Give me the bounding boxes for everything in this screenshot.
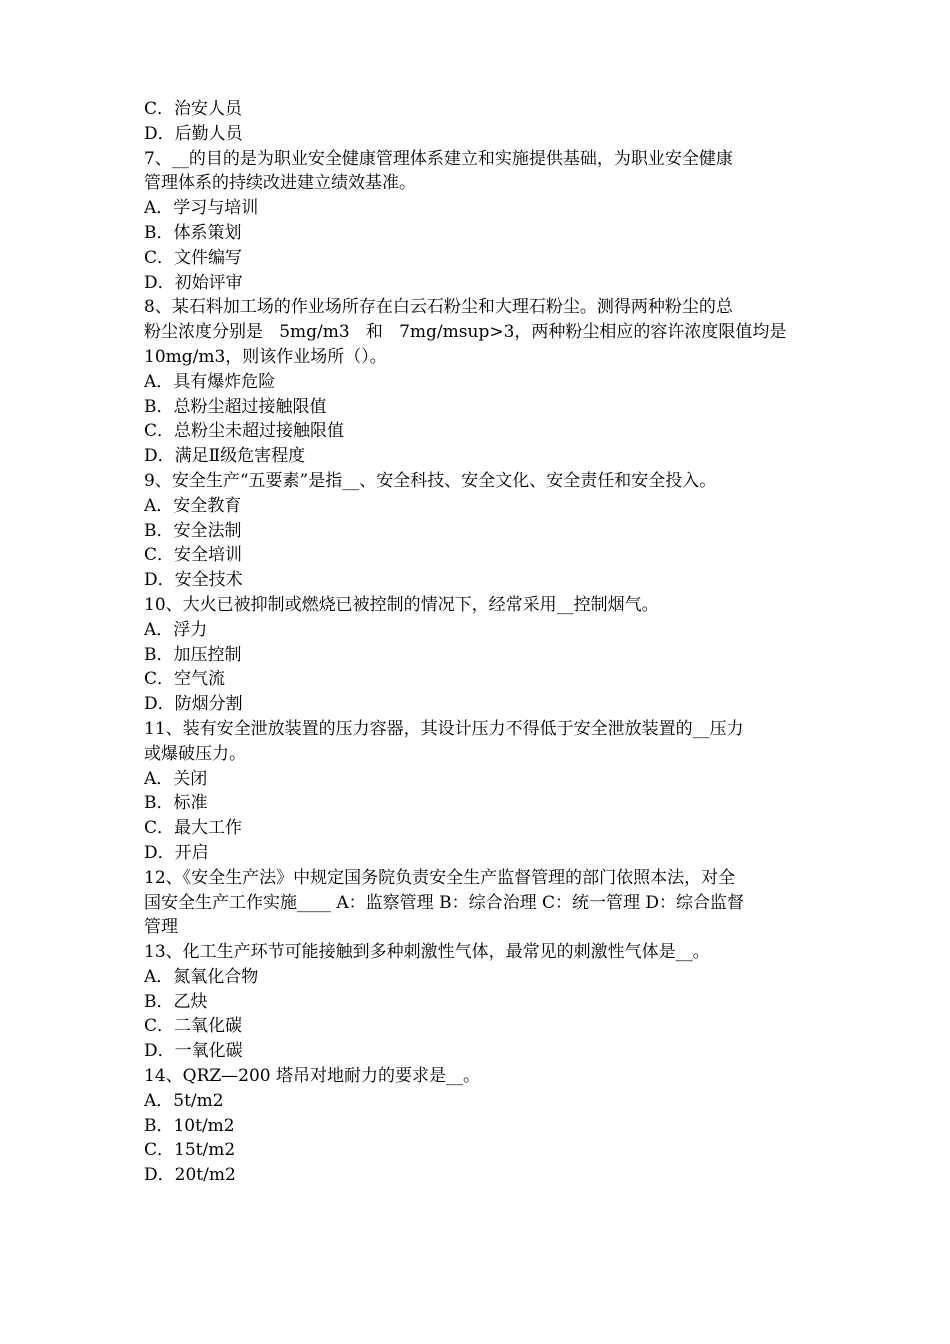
option-c-q7: C．文件编写 [144,247,243,268]
question-11-line-2: 或爆破压力。 [144,743,246,764]
option-b-q14: B．10t/m2 [144,1115,235,1136]
option-c-q9: C．安全培训 [144,545,243,566]
option-a-q7: A．学习与培训 [144,198,259,219]
option-d-q6: D．后勤人员 [144,123,243,144]
question-8-line-1: 8、某石料加工场的作业场所存在白云石粉尘和大理石粉尘。测得两种粉尘的总 [144,297,733,318]
question-12-line-2: 国安全生产工作实施____ A：监察管理 B：综合治理 C：统一管理 D：综合监督 [144,892,745,913]
option-a-q10: A．浮力 [144,619,208,640]
document-page [144,97,808,1188]
option-d-q13: D．一氧化碳 [144,1041,243,1062]
question-8-line-2: 粉尘浓度分别是 5mg/m3 和 7mg/msup>3，两种粉尘相应的容许浓度限值均是 [144,322,787,343]
option-c-q13: C．二氧化碳 [144,1016,243,1037]
option-c-q8: C．总粉尘未超过接触限值 [144,421,345,442]
option-c-q6: C．治安人员 [144,99,243,119]
option-d-q10: D．防烟分割 [144,694,243,715]
option-b-q11: B．标准 [144,793,208,814]
question-7-line-2: 管理体系的持续改进建立绩效基准。 [144,173,416,194]
option-a-q9: A．安全教育 [144,495,242,516]
option-d-q7: D．初始评审 [144,272,243,293]
question-9: 9、安全生产“五要素”是指__、安全科技、安全文化、安全责任和安全投入。 [144,470,717,491]
option-b-q8: B．总粉尘超过接触限值 [144,396,327,417]
option-d-q11: D．开启 [144,842,209,863]
option-d-q8: D．满足Ⅱ级危害程度 [144,446,306,467]
option-d-q9: D．安全技术 [144,570,243,591]
question-12-line-1: 12、《安全生产法》中规定国务院负责安全生产监督管理的部门依照本法，对全 [144,867,736,888]
question-7-line-1: 7、__的目的是为职业安全健康管理体系建立和实施提供基础，为职业安全健康 [144,148,733,169]
option-a-q14: A．5t/m2 [144,1090,224,1111]
option-c-q10: C．空气流 [144,669,226,690]
question-10: 10、大火已被抑制或燃烧已被控制的情况下，经常采用__控制烟气。 [144,594,659,615]
option-a-q8: A．具有爆炸危险 [144,371,276,392]
question-11-line-1: 11、装有安全泄放装置的压力容器，其设计压力不得低于安全泄放装置的__压力 [144,718,744,739]
option-b-q13: B．乙炔 [144,991,208,1012]
question-12-line-3: 管理 [144,917,178,938]
question-8-line-3: 10mg/m3，则该作业场所（）。 [144,346,387,367]
option-a-q11: A．关闭 [144,768,208,789]
option-c-q11: C．最大工作 [144,818,243,839]
question-13: 13、化工生产环节可能接触到多种刺激性气体，最常见的刺激性气体是__。 [144,942,710,963]
option-b-q9: B．安全法制 [144,520,242,541]
option-c-q14: C．15t/m2 [144,1140,236,1161]
option-d-q14: D．20t/m2 [144,1165,236,1186]
option-b-q7: B．体系策划 [144,222,242,243]
option-a-q13: A．氮氧化合物 [144,966,259,987]
option-b-q10: B．加压控制 [144,644,242,665]
question-14: 14、QRZ—200 塔吊对地耐力的要求是__。 [144,1066,481,1087]
